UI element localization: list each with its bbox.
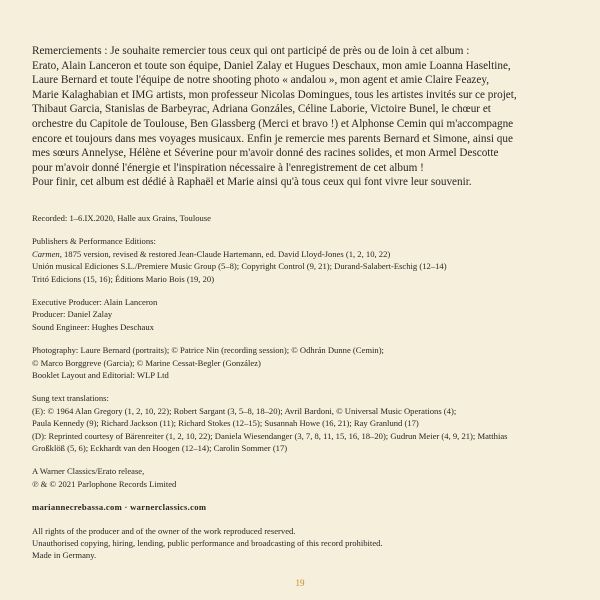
- booklet-page: [32, 44, 577, 573]
- ack-line: pour m'avoir donné l'énergie et l'inspiration nécessaire à l'enregistrement de cet album !: [32, 161, 424, 174]
- publishers-section: [32, 235, 577, 285]
- executive-producer: Executive Producer: Alain Lanceron: [32, 296, 158, 307]
- sound-engineer: Sound Engineer: Hughes Deschaux: [32, 321, 154, 332]
- translation-line: Paula Kennedy (9); Richard Jackson (11); Richard Stokes (12–15); Susannah Howe (16, 21); Ray Granlund (17): [32, 418, 419, 429]
- ack-line: encore et toujours dans mes voyages musicaux. Enfin je remercie mes parents Bernard et Simone, ainsi que: [32, 132, 513, 145]
- photography-line: Photography: Laure Bernard (portraits); © Patrice Nin (recording session); © Odhrán Dunne (Cemin);: [32, 345, 384, 356]
- rights-notice: [32, 525, 577, 562]
- ack-line: Remerciements : Je souhaite remercier tous ceux qui ont participé de près ou de loin à cet album :: [32, 45, 470, 57]
- publishers-line: Tritó Edicions (15, 16); Éditions Mario Bois (19, 20): [32, 273, 215, 284]
- rights-line: Unauthorised copying, hiring, lending, public performance and broadcasting of this record prohibited.: [32, 538, 383, 549]
- translations-heading: Sung text translations:: [32, 393, 109, 404]
- release-line: A Warner Classics/Erato release,: [32, 466, 145, 477]
- release-info: [32, 465, 577, 490]
- photography-line: © Marco Borggreve (Garcia); © Marine Cessat-Begler (González): [32, 357, 261, 368]
- ack-line: orchestre du Capitole de Toulouse, Ben Glassberg (Merci et bravo !) et Alphonse Cemin qui m'accompagne: [32, 117, 514, 130]
- copyright-line: ℗ & © 2021 Parlophone Records Limited: [32, 478, 177, 489]
- carmen-title: Carmen: [32, 248, 60, 259]
- ack-line: mes sœurs Annelyse, Hélène et Séverine pour m'avoir donné des racines solides, et mon Armel Descotte: [32, 147, 499, 160]
- translation-credits: [32, 392, 577, 454]
- ack-line: Erato, Alain Lanceron et toute son équipe, Daniel Zalay et Hugues Deschaux, mon amie Loanna Haseltine,: [32, 59, 511, 72]
- producer: Producer: Daniel Zalay: [32, 309, 113, 320]
- photography-credits: [32, 344, 577, 381]
- ack-line: Thibaut Garcia, Stanislas de Barbeyrac, Adriana Gonzáles, Céline Laborie, Victoire Bunel, le chœur et: [32, 103, 491, 116]
- acknowledgements: [32, 44, 577, 190]
- translation-line: (D): Reprinted courtesy of Bärenreiter (1, 2, 10, 22); Daniela Wiesendanger (3, 7, 8, 11, 15, 16, 18–20); Gudrun Meier (4, 9, 21); Matthias: [32, 430, 508, 441]
- carmen-details: , 1875 version, revised & restored Jean-Claude Hartemann, ed. David Lloyd-Jones (1, 2, 10, 22): [59, 248, 391, 259]
- page-number: 19: [295, 578, 305, 588]
- translation-line: (E): © 1964 Alan Gregory (1, 2, 10, 22); Robert Sargant (3, 5–8, 18–20); Avril Bardoni, © Universal Music Operations (4);: [32, 405, 457, 416]
- made-in-line: Made in Germany.: [32, 550, 97, 561]
- ack-line: Laure Bernard et toute l'équipe de notre shooting photo « andalou », mon agent et amie Claire Feazey,: [32, 74, 490, 87]
- publishers-line: [32, 248, 577, 260]
- rights-line: All rights of the producer and of the owner of the work reproduced reserved.: [32, 525, 296, 536]
- translation-line: Großklöß (5, 6); Eckhardt van den Hoogen (12–14); Carolin Sommer (17): [32, 443, 288, 454]
- ack-line: Marie Kalaghabian et IMG artists, mon professeur Nicolas Domingues, tous les artistes invités sur ce projet,: [32, 88, 517, 101]
- website-links[interactable]: mariannecrebassa.com · warnerclassics.com: [32, 502, 207, 513]
- production-credits: [32, 296, 577, 333]
- publishers-heading: Publishers & Performance Editions:: [32, 236, 156, 247]
- recorded-line: Recorded: 1–6.IX.2020, Halle aux Grains, Toulouse: [32, 212, 211, 223]
- layout-credit: Booklet Layout and Editorial: WLP Ltd: [32, 370, 169, 380]
- ack-line: Pour finir, cet album est dédié à Raphaël et Marie ainsi qu'à tous ceux qui font vivre leur souvenir.: [32, 176, 472, 189]
- publishers-line: Unión musical Ediciones S.L./Premiere Music Group (5–8); Copyright Control (9, 21); Durand-Salabert-Eschig (12–14): [32, 261, 447, 272]
- websites: [32, 501, 577, 513]
- recording-info: [32, 212, 577, 224]
